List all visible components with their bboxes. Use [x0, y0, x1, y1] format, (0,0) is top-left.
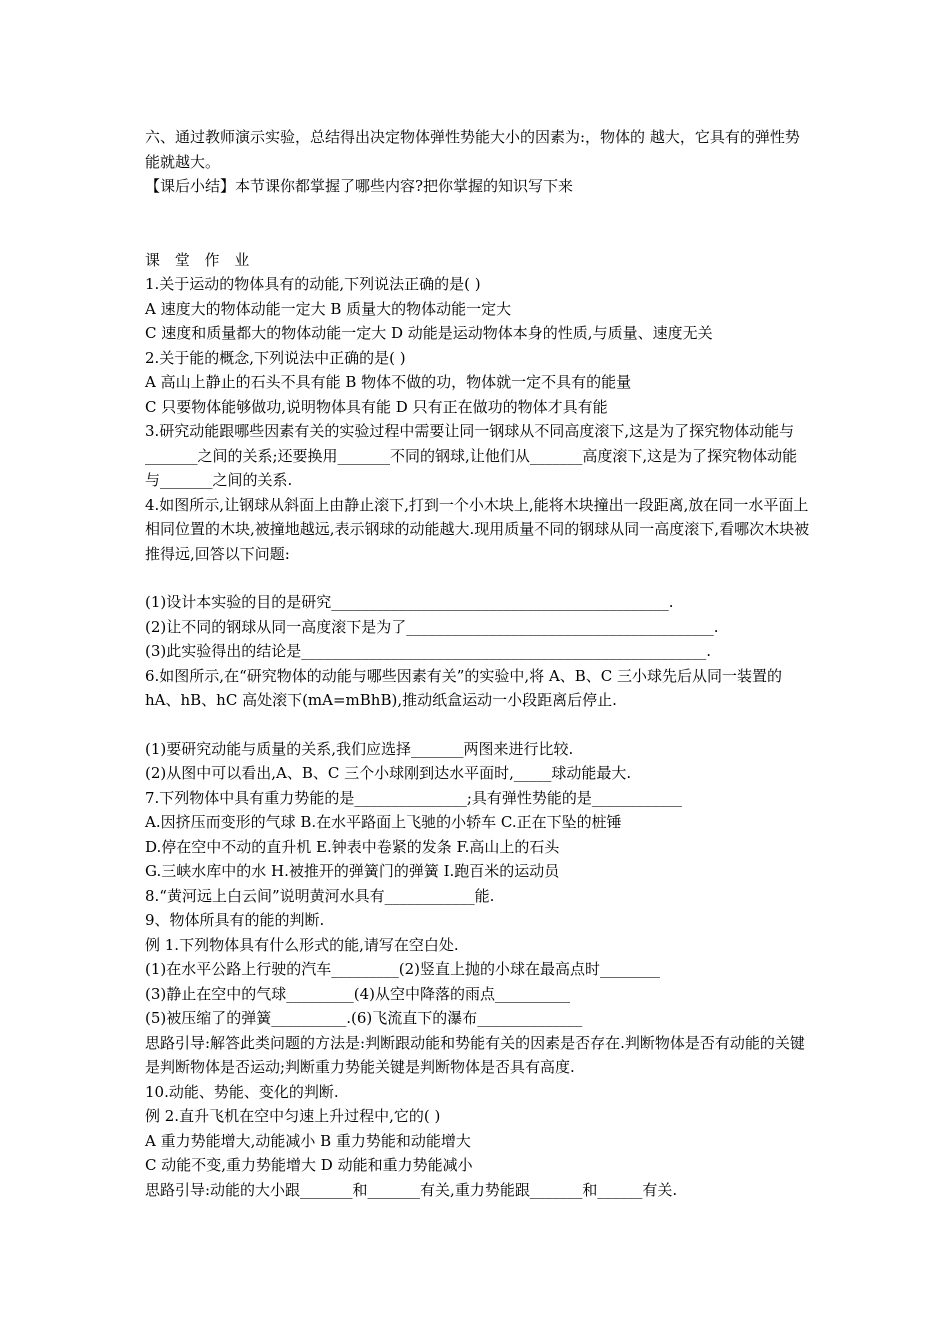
- blank-space: [145, 566, 810, 590]
- question-6: 6.如图所示,在“研究物体的动能与哪些因素有关”的实验中,将 A、B、C 三小球先后从同一装置的 hA、hB、hC 高处滚下(mA=mBhB),推动纸盒运动一小段距离后停止.: [145, 666, 783, 709]
- example-2: 例 2.直升飞机在空中匀速上升过程中,它的( ): [145, 1107, 441, 1125]
- question-7: 7.下列物体中具有重力势能的是_______________;具有弹性势能的是____________: [145, 788, 682, 807]
- blank-space: [145, 713, 810, 737]
- question-1-options-ab: A 速度大的物体动能一定大 B 质量大的物体动能一定大: [145, 299, 512, 318]
- question-4: 4.如图所示,让钢球从斜面上由静止滚下,打到一个小木块上,能将木块撞出一段距离,放在同一水平面上相同位置的木块,被撞地越远,表示钢球的动能越大.现用质量不同的钢球从同一高度滚下,看哪次木块被推得远,回答以下问题:: [145, 495, 810, 563]
- question-4-part-1: (1)设计本实验的目的是研究_____________________________________________.: [145, 593, 674, 611]
- section-10-heading: 10.动能、势能、变化的判断.: [145, 1082, 339, 1101]
- question-1: 1.关于运动的物体具有的动能,下列说法正确的是( ): [145, 275, 481, 293]
- question-3: 3.研究动能跟哪些因素有关的实验过程中需要让同一钢球从不同高度滚下,这是为了探究物体动能与_______之间的关系;还要换用_______不同的钢球,让他们从_______高度滚下,这是为了探究物体动能与_______之间的关系.: [145, 422, 798, 489]
- question-2: 2.关于能的概念,下列说法中正确的是( ): [145, 348, 406, 367]
- question-1-options-cd: C 速度和质量都大的物体动能一定大 D 动能是运动物体本身的性质,与质量、速度无关: [145, 324, 713, 342]
- example-2-options-ab: A 重力势能增大,动能减小 B 重力势能和动能增大: [145, 1131, 471, 1150]
- example-1-items-3-4: (3)静止在空中的气球_________(4)从空中降落的雨点__________: [145, 984, 570, 1003]
- question-7-options-def: D.停在空中不动的直升机 E.钟表中卷紧的发条 F.高山上的石头: [145, 837, 560, 856]
- blank-space: [145, 199, 810, 248]
- question-2-options-ab: A 高山上静止的石头不具有能 B 物体不做的功，物体就一定不具有的能量: [145, 373, 632, 391]
- question-8: 8.“黄河远上白云间”说明黄河水具有____________能.: [145, 886, 495, 905]
- example-1: 例 1.下列物体具有什么形式的能,请写在空白处.: [145, 935, 459, 954]
- homework-heading: 课 堂 作 业: [145, 250, 255, 269]
- question-7-options-abc: A.因挤压而变形的气球 B.在水平路面上飞驰的小轿车 C.正在下坠的桩锤: [145, 813, 622, 831]
- question-4-part-3: (3)此实验得出的结论是______________________________________________________.: [145, 642, 712, 660]
- section-9-heading: 9、物体所具有的能的判断.: [145, 911, 325, 929]
- question-6-part-2: (2)从图中可以看出,A、B、C 三个小球刚到达水平面时,_____球动能最大.: [145, 764, 632, 782]
- example-2-options-cd: C 动能不变,重力势能增大 D 动能和重力势能减小: [145, 1156, 473, 1174]
- question-7-options-ghi: G.三峡水库中的水 H.被推开的弹簧门的弹簧 I.跑百米的运动员: [145, 862, 560, 880]
- example-1-items-5-6: (5)被压缩了的弹簧__________.(6)飞流直下的瀑布______________: [145, 1009, 583, 1027]
- question-6-part-1: (1)要研究动能与质量的关系,我们应选择_______两图来进行比较.: [145, 739, 574, 758]
- paragraph-section-6: 六、通过教师演示实验，总结得出决定物体弹性势能大小的因素为:，物体的 越大，它具有的弹性势能就越大。: [145, 128, 800, 171]
- question-2-options-cd: C 只要物体能够做功,说明物体具有能 D 只有正在做功的物体才具有能: [145, 397, 608, 416]
- example-1-items-1-2: (1)在水平公路上行驶的汽车_________(2)竖直上抛的小球在最高点时________: [145, 960, 660, 978]
- hint-1: 思路引导:解答此类问题的方法是:判断跟动能和势能有关的因素是否存在.判断物体是否有动能的关键是判断物体是否运动;判断重力势能关键是判断物体是否具有高度.: [145, 1033, 805, 1076]
- after-class-summary: 【课后小结】本节课你都掌握了哪些内容?把你掌握的知识写下来: [145, 177, 574, 195]
- hint-2: 思路引导:动能的大小跟_______和_______有关,重力势能跟_______和______有关.: [145, 1180, 678, 1199]
- question-4-part-2: (2)让不同的钢球从同一高度滚下是为了_________________________________________.: [145, 617, 719, 636]
